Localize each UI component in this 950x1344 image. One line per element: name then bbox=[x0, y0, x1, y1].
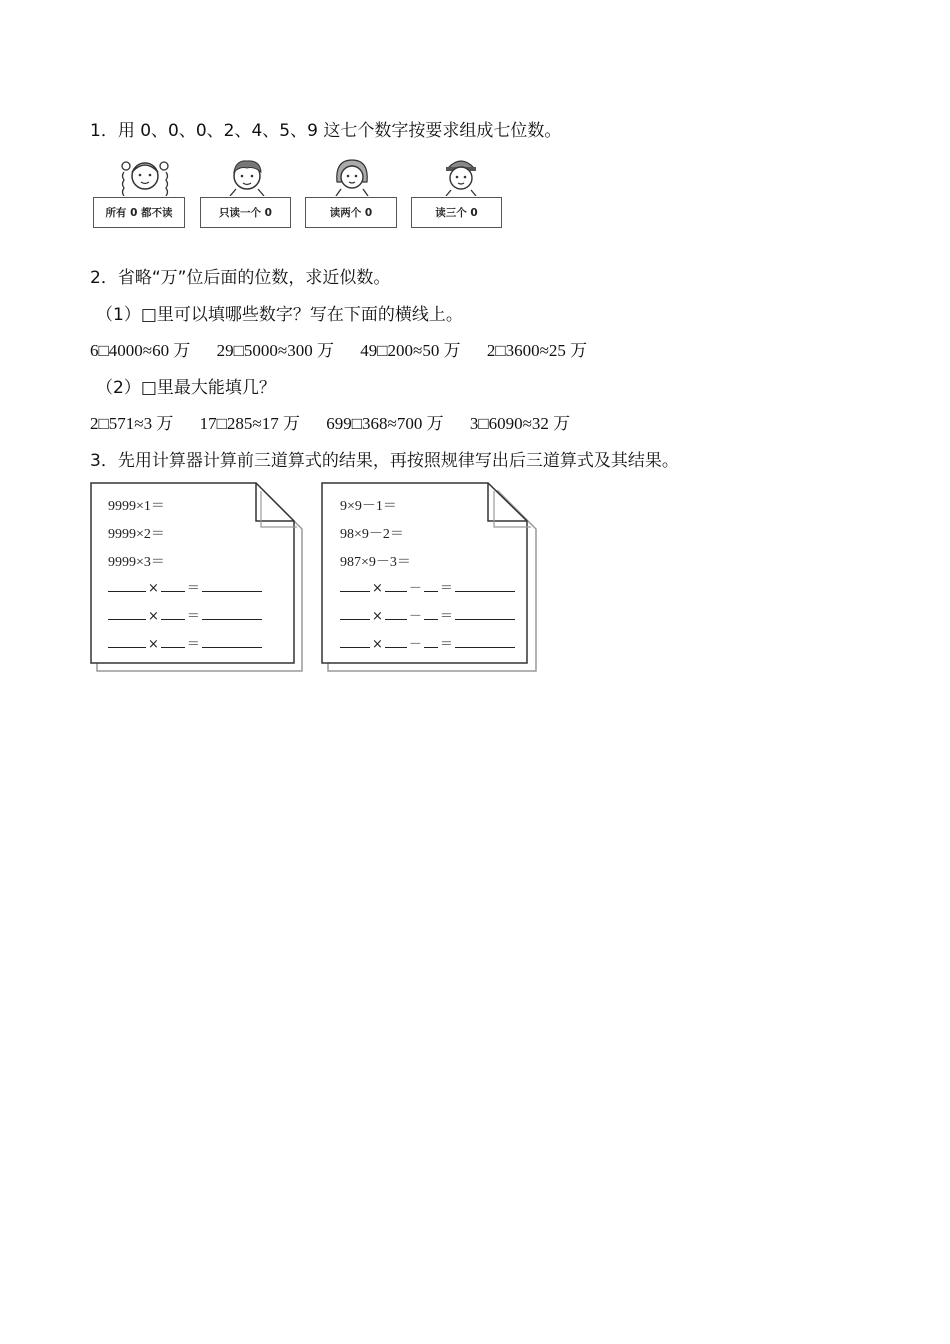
answer-blank[interactable] bbox=[424, 605, 438, 620]
times-sign: × bbox=[148, 637, 159, 652]
minus-sign: － bbox=[408, 637, 422, 652]
answer-blank[interactable] bbox=[455, 633, 515, 648]
answer-blank[interactable] bbox=[108, 577, 146, 592]
equation-line: 9999×2＝ bbox=[108, 527, 165, 542]
times-sign: × bbox=[372, 609, 383, 624]
equals-sign: ＝ bbox=[186, 581, 200, 596]
answer-blank[interactable] bbox=[202, 605, 262, 620]
estimate-problem: 29□5000≈300 万 bbox=[216, 341, 334, 360]
minus-sign: － bbox=[408, 609, 422, 624]
estimate-problem: 6□4000≈60 万 bbox=[90, 341, 191, 360]
question-2-part2-title: （2）□里最大能填几？ bbox=[96, 378, 276, 398]
question-1-text: 1．用 0、0、0、2、4、5、9 这七个数字按要求组成七位数。 bbox=[90, 121, 562, 141]
equation-line: 9999×1＝ bbox=[108, 499, 165, 514]
equation-line: 98×9－2＝ bbox=[340, 527, 404, 542]
equation-line: 9999×3＝ bbox=[108, 555, 165, 570]
estimate-problem: 2□3600≈25 万 bbox=[486, 341, 588, 360]
answer-blank[interactable] bbox=[108, 605, 146, 620]
question-2-part1-title: （1）□里可以填哪些数字？写在下面的横线上。 bbox=[96, 305, 463, 325]
max-digit-problem: 699□368≈700 万 bbox=[326, 414, 444, 433]
equals-sign: ＝ bbox=[439, 581, 453, 596]
blank-equation-row bbox=[108, 633, 262, 652]
girl-bob-hair-image bbox=[327, 154, 377, 196]
times-sign: × bbox=[372, 581, 383, 596]
equals-sign: ＝ bbox=[439, 609, 453, 624]
answer-blank[interactable] bbox=[385, 633, 407, 648]
answer-blank[interactable] bbox=[340, 633, 370, 648]
answer-blank[interactable] bbox=[385, 605, 407, 620]
estimate-problem: 49□200≈50 万 bbox=[360, 341, 461, 360]
answer-blank[interactable] bbox=[424, 633, 438, 648]
blank-equation-row bbox=[340, 577, 515, 596]
answer-blank[interactable] bbox=[161, 577, 185, 592]
equation-line: 9×9－1＝ bbox=[340, 499, 397, 514]
equals-sign: ＝ bbox=[439, 637, 453, 652]
paper-sheet-1 bbox=[89, 481, 304, 675]
max-digit-problem: 17□285≈17 万 bbox=[199, 414, 300, 433]
boy-cap-image bbox=[436, 154, 486, 196]
question-3-title: 3．先用计算器计算前三道算式的结果，再按照规律写出后三道算式及其结果。 bbox=[90, 451, 679, 471]
paper-sheet-2 bbox=[320, 481, 538, 675]
minus-sign: － bbox=[408, 581, 422, 596]
answer-blank[interactable] bbox=[202, 633, 262, 648]
answer-blank[interactable] bbox=[424, 577, 438, 592]
max-digit-problem: 2□571≈3 万 bbox=[90, 414, 174, 433]
answer-blank[interactable] bbox=[385, 577, 407, 592]
answer-blank[interactable] bbox=[340, 577, 370, 592]
times-sign: × bbox=[372, 637, 383, 652]
answer-blank[interactable] bbox=[161, 633, 185, 648]
answer-blank[interactable] bbox=[202, 577, 262, 592]
label-box-read-one: 只读一个 0 bbox=[200, 197, 291, 228]
label-box-none-read: 所有 0 都不读 bbox=[93, 197, 185, 228]
label-box-read-two: 读两个 0 bbox=[305, 197, 397, 228]
blank-equation-row bbox=[108, 577, 262, 596]
answer-blank[interactable] bbox=[340, 605, 370, 620]
answer-blank[interactable] bbox=[108, 633, 146, 648]
equals-sign: ＝ bbox=[186, 637, 200, 652]
times-sign: × bbox=[148, 581, 159, 596]
blank-equation-row bbox=[340, 605, 515, 624]
equation-line: 987×9－3＝ bbox=[340, 555, 411, 570]
label-box-read-three: 读三个 0 bbox=[411, 197, 502, 228]
question-2-title: 2．省略“万”位后面的位数，求近似数。 bbox=[90, 268, 391, 288]
boy-short-hair-image bbox=[222, 154, 272, 196]
answer-blank[interactable] bbox=[455, 605, 515, 620]
blank-equation-row bbox=[108, 605, 262, 624]
question-2-part1-problems bbox=[90, 336, 587, 361]
answer-blank[interactable] bbox=[161, 605, 185, 620]
question-2-part2-problems bbox=[90, 409, 570, 434]
max-digit-problem: 3□6090≈32 万 bbox=[469, 414, 571, 433]
answer-blank[interactable] bbox=[455, 577, 515, 592]
times-sign: × bbox=[148, 609, 159, 624]
girl-pigtails-image bbox=[112, 152, 178, 196]
equals-sign: ＝ bbox=[186, 609, 200, 624]
blank-equation-row bbox=[340, 633, 515, 652]
